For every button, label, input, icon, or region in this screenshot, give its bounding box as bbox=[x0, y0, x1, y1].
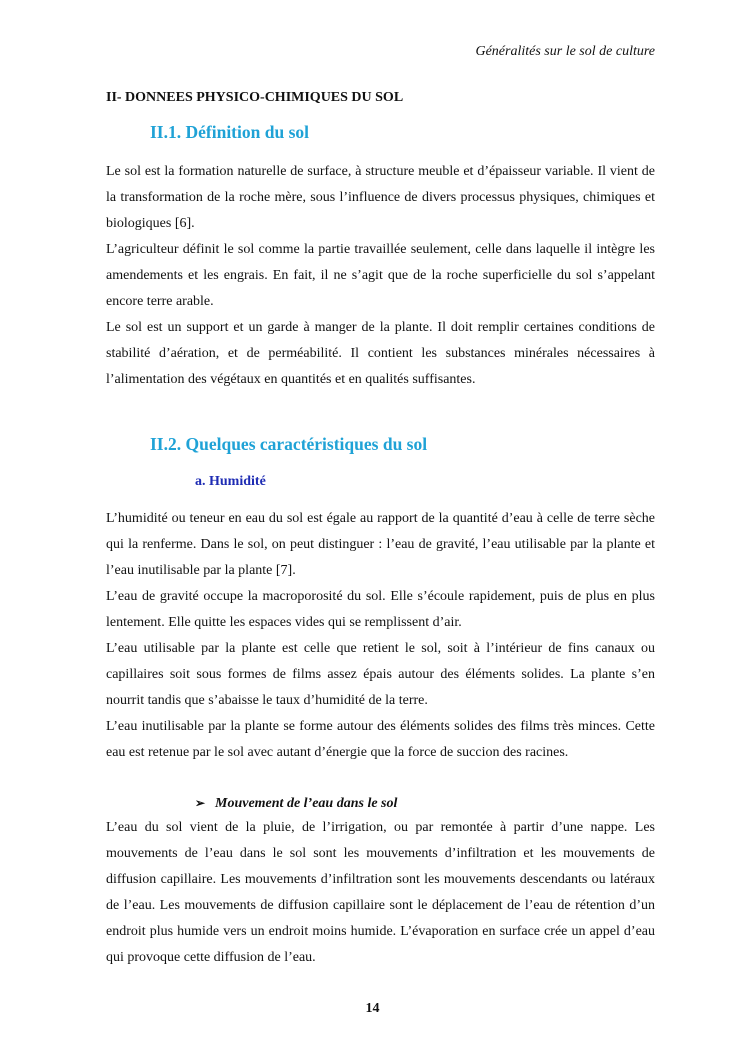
paragraph: L’eau inutilisable par la plante se forme autour des éléments solides des films très minces. Cette eau est retenue par le sol avec autant d’énergie que la force de succion des racines. bbox=[106, 719, 655, 760]
paragraph: L’eau du sol vient de la pluie, de l’irrigation, ou par remontée à partir d’une nappe. Les mouvements de l’eau dans le sol sont les mouvements d’infiltration et les mouvements de diffusion capillaire. Les mouvements d’infiltration sont les mouvements descendants ou latéraux de l’eau. Les mouvements de diffusion capillaire sont le déplacement de l’eau de rétention d’un endroit plus humide vers un endroit moins humide. L’évaporation en surface crée un appel d’eau qui provoque cette diffusion de l’eau. bbox=[106, 820, 655, 965]
paragraph: L’humidité ou teneur en eau du sol est égale au rapport de la quantité d’eau à celle de terre sèche qui la renferme. Dans le sol, on peut distinguer : l’eau de gravité, l’eau utilisable par la plante et l’eau inutilisable par la plante [7]. bbox=[106, 511, 655, 578]
paragraph: Le sol est un support et un garde à manger de la plante. Il doit remplir certaines conditions de stabilité d’aération, et de perméabilité. Il contient les substances minérales nécessaires à l’alimentation des végétaux en quantités et en qualités suffisantes. bbox=[106, 320, 655, 387]
subheading-humidite: a. Humidité bbox=[195, 474, 266, 489]
mouvement-paragraphs bbox=[106, 815, 655, 971]
running-header: Généralités sur le sol de culture bbox=[475, 44, 655, 59]
section-title: II- DONNEES PHYSICO-CHIMIQUES DU SOL bbox=[106, 90, 404, 105]
arrow-bullet-icon: ➢ bbox=[195, 796, 206, 810]
humidite-paragraphs bbox=[106, 506, 655, 766]
paragraph: L’agriculteur définit le sol comme la partie travaillée seulement, celle dans laquelle il intègre les amendements et les engrais. En fait, il ne s’agit que de la roche superficielle du sol s’appelant encore terre arable. bbox=[106, 242, 655, 309]
subheading-text: Mouvement de l’eau dans le sol bbox=[215, 796, 398, 811]
definition-paragraphs bbox=[106, 159, 655, 393]
page-number: 14 bbox=[365, 1001, 380, 1016]
paragraph: Le sol est la formation naturelle de surface, à structure meuble et d’épaisseur variable. Il vient de la transformation de la roche mère, sous l’influence de divers processus physiques, chimiques et biologiques [6]. bbox=[106, 164, 655, 231]
heading-definition-du-sol: II.1. Définition du sol bbox=[150, 122, 309, 142]
subheading-mouvement-eau bbox=[195, 794, 397, 813]
paragraph: L’eau utilisable par la plante est celle que retient le sol, soit à l’intérieur de fins canaux ou capillaires soit sous formes de films assez épais autour des éléments solides. La plante s’en nourrit tandis que s’abaisse le taux d’humidité de la terre. bbox=[106, 641, 655, 708]
paragraph: L’eau de gravité occupe la macroporosité du sol. Elle s’écoule rapidement, puis de plus en plus lentement. Elle quitte les espaces vides qui se remplissent d’air. bbox=[106, 589, 655, 630]
heading-caracteristiques: II.2. Quelques caractéristiques du sol bbox=[150, 434, 428, 454]
